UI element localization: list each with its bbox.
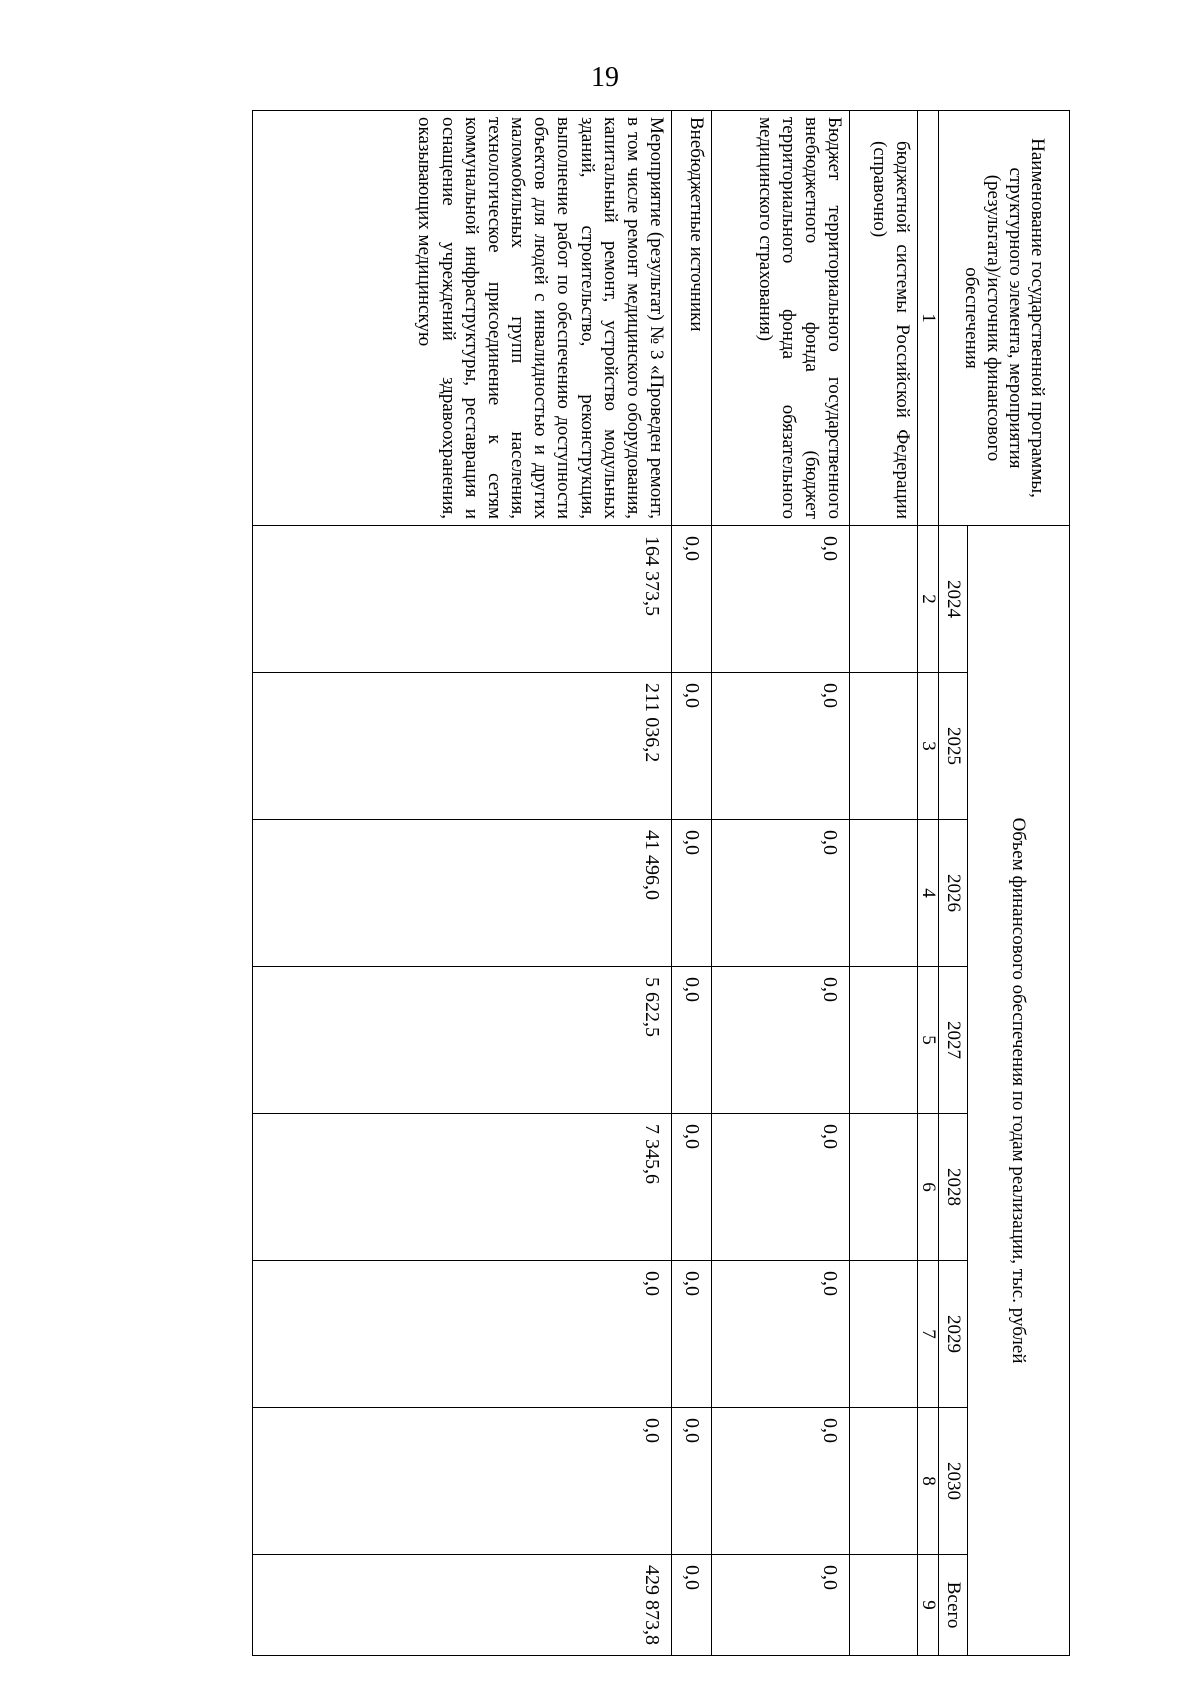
column-number: 2 xyxy=(918,526,939,673)
value-cell: 7 345,6 xyxy=(253,1114,672,1261)
column-number: 3 xyxy=(918,673,939,820)
column-number: 5 xyxy=(918,967,939,1114)
year-header: 2026 xyxy=(939,820,968,967)
value-cell xyxy=(850,1114,918,1261)
value-cell: 0,0 xyxy=(672,967,712,1114)
column-number-row xyxy=(918,111,939,1656)
table-row xyxy=(253,111,672,1656)
year-header: 2024 xyxy=(939,526,968,673)
value-cell: 0,0 xyxy=(253,1408,672,1555)
column-number: 9 xyxy=(918,1555,939,1656)
value-cell: 0,0 xyxy=(672,673,712,820)
value-cell: 0,0 xyxy=(672,1408,712,1555)
financing-table xyxy=(252,110,1070,1656)
value-cell: 429 873,8 xyxy=(253,1555,672,1656)
year-header: 2027 xyxy=(939,967,968,1114)
column-number: 1 xyxy=(918,111,939,526)
value-cell: 0,0 xyxy=(672,526,712,673)
page-number: 19 xyxy=(591,62,619,93)
value-cell: 0,0 xyxy=(712,967,850,1114)
year-header: 2029 xyxy=(939,1261,968,1408)
header-name-cell: Наименование государственной программы, структурного элемента, мероприятия (результата)/источник финансового обеспечения xyxy=(939,111,1070,526)
value-cell: 0,0 xyxy=(672,1114,712,1261)
value-cell: 164 373,5 xyxy=(253,526,672,673)
row-name: бюджетной системы Российской Федерации (справочно) xyxy=(850,111,918,526)
value-cell: 0,0 xyxy=(712,673,850,820)
row-name: Бюджет территориального государственного внебюджетного фонда (бюджет территориального фонда обязательного медицинского страхования) xyxy=(712,111,850,526)
value-cell: 0,0 xyxy=(712,1408,850,1555)
value-cell xyxy=(850,1261,918,1408)
value-cell xyxy=(850,820,918,967)
table-row xyxy=(672,111,712,1656)
year-header: 2028 xyxy=(939,1114,968,1261)
year-header: 2025 xyxy=(939,673,968,820)
value-cell: 41 496,0 xyxy=(253,820,672,967)
rotated-table-container xyxy=(202,110,1070,1655)
value-cell: 211 036,2 xyxy=(253,673,672,820)
table-row xyxy=(712,111,850,1656)
value-cell xyxy=(850,526,918,673)
year-header: 2030 xyxy=(939,1408,968,1555)
value-cell: 0,0 xyxy=(672,1555,712,1656)
value-cell: 0,0 xyxy=(712,526,850,673)
row-name: Мероприятие (результат) № 3 «Проведен ремонт, в том числе ремонт медицинского оборудования, капитальный ремонт, устройство модульных зданий, строительство, реконструкция, выполнение работ по обеспечению доступности объектов для людей с инвалидностью и других маломобильных групп населения, технологическое присоединение к сетям коммунальной инфраструктуры, реставрация и оснащение учреждений здравоохранения, оказывающих медицинскую xyxy=(253,111,672,526)
value-cell: 5 622,5 xyxy=(253,967,672,1114)
value-cell: 0,0 xyxy=(672,1261,712,1408)
value-cell xyxy=(850,673,918,820)
header-volume-cell: Объем финансового обеспечения по годам реализации, тыс. рублей xyxy=(968,526,1070,1656)
value-cell: 0,0 xyxy=(253,1261,672,1408)
value-cell: 0,0 xyxy=(712,1555,850,1656)
column-number: 4 xyxy=(918,820,939,967)
row-name: Внебюджетные источники xyxy=(672,111,712,526)
value-cell xyxy=(850,1555,918,1656)
column-number: 8 xyxy=(918,1408,939,1555)
value-cell xyxy=(850,1408,918,1555)
column-number: 7 xyxy=(918,1261,939,1408)
header-row-top xyxy=(968,111,1070,1656)
value-cell: 0,0 xyxy=(712,820,850,967)
column-number: 6 xyxy=(918,1114,939,1261)
table-row xyxy=(850,111,918,1656)
total-header: Всего xyxy=(939,1555,968,1656)
value-cell: 0,0 xyxy=(712,1114,850,1261)
value-cell: 0,0 xyxy=(712,1261,850,1408)
value-cell: 0,0 xyxy=(672,820,712,967)
value-cell xyxy=(850,967,918,1114)
